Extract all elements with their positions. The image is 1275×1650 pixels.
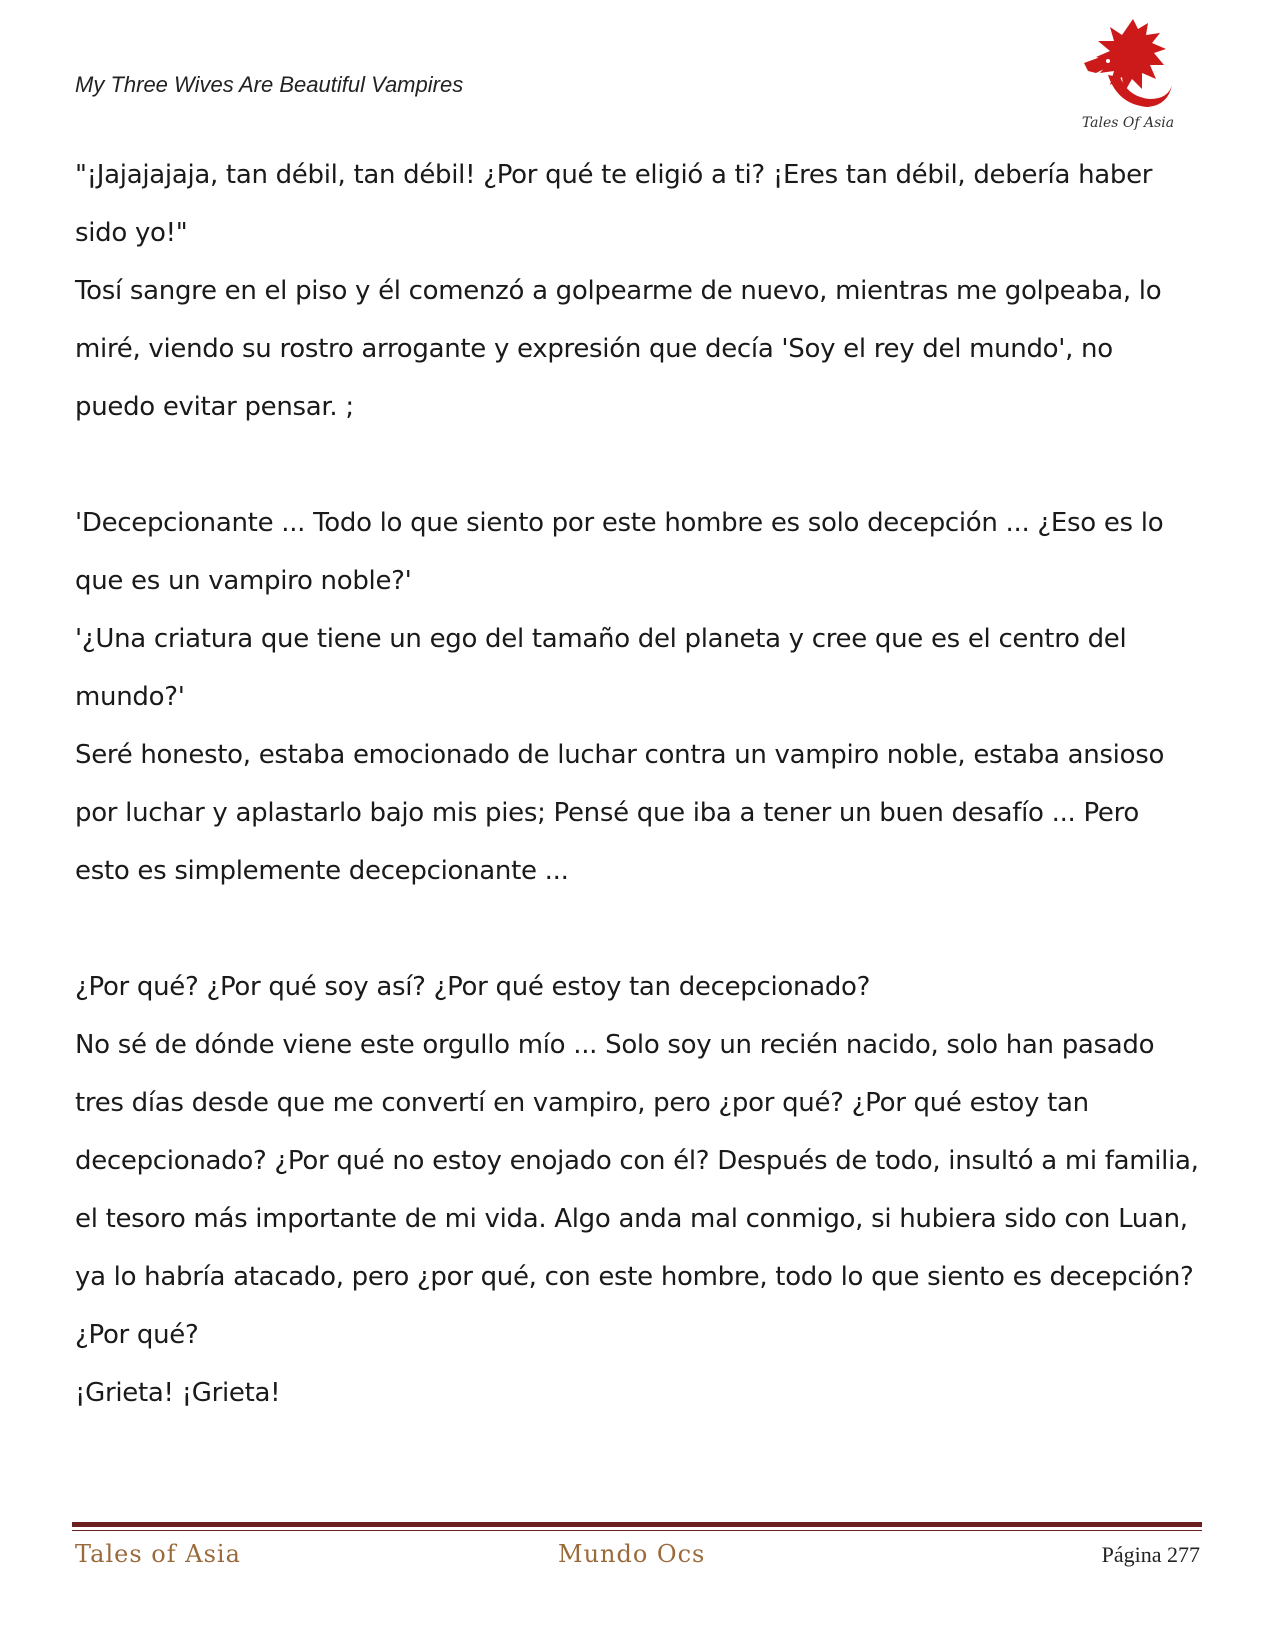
paragraph: ¿Por qué? xyxy=(75,1320,199,1350)
paragraph: ¿Por qué? ¿Por qué soy así? ¿Por qué estoy tan decepcionado? xyxy=(75,972,871,1002)
footer-divider-thin xyxy=(72,1530,1202,1531)
footer-left-text: Tales of Asia xyxy=(75,1540,241,1568)
paragraph-blank xyxy=(75,436,1200,494)
paragraph: '¿Una criatura que tiene un ego del tamaño del planeta y cree que es el centro del mundo?' xyxy=(75,624,1135,712)
book-title: My Three Wives Are Beautiful Vampires xyxy=(75,72,464,97)
red-dragon-icon xyxy=(1078,15,1178,120)
footer-divider xyxy=(72,1522,1202,1527)
page-number: Página 277 xyxy=(1101,1542,1200,1567)
paragraph: "¡Jajajajaja, tan débil, tan débil! ¿Por qué te eligió a ti? ¡Eres tan débil, debería haber sido yo!" xyxy=(75,160,1161,248)
paragraph: No sé de dónde viene este orgullo mío ... Solo soy un recién nacido, solo han pasado tres días desde que me convertí en vampiro, pero ¿por qué? ¿Por qué estoy tan decepcionado? ¿Por qué no estoy enojado con él? Después de todo, insultó a mi familia, el tesoro más importante de mi vida. Algo anda mal conmigo, si hubiera sido con Luan, ya lo habría atacado, pero ¿por qué, con este hombre, todo lo que siento es decepción? xyxy=(75,1030,1207,1292)
paragraph: Seré honesto, estaba emocionado de luchar contra un vampiro noble, estaba ansioso por luchar y aplastarlo bajo mis pies; Pensé que iba a tener un buen desafío ... Pero esto es simplemente decepcionante ... xyxy=(75,740,1173,886)
logo xyxy=(1078,15,1178,140)
footer-center-text: Mundo Ocs xyxy=(558,1540,706,1568)
paragraph: 'Decepcionante ... Todo lo que siento por este hombre es solo decepción ... ¿Eso es lo que es un vampiro noble?' xyxy=(75,508,1172,596)
paragraph-blank xyxy=(75,900,1200,958)
body-text xyxy=(75,146,1207,1422)
paragraph: Tosí sangre en el piso y él comenzó a golpearme de nuevo, mientras me golpeaba, lo miré, viendo su rostro arrogante y expresión que decía 'Soy el rey del mundo', no puedo evitar pensar. ; xyxy=(75,276,1170,422)
logo-text: Tales Of Asia xyxy=(1081,115,1175,131)
paragraph: ¡Grieta! ¡Grieta! xyxy=(75,1378,281,1408)
